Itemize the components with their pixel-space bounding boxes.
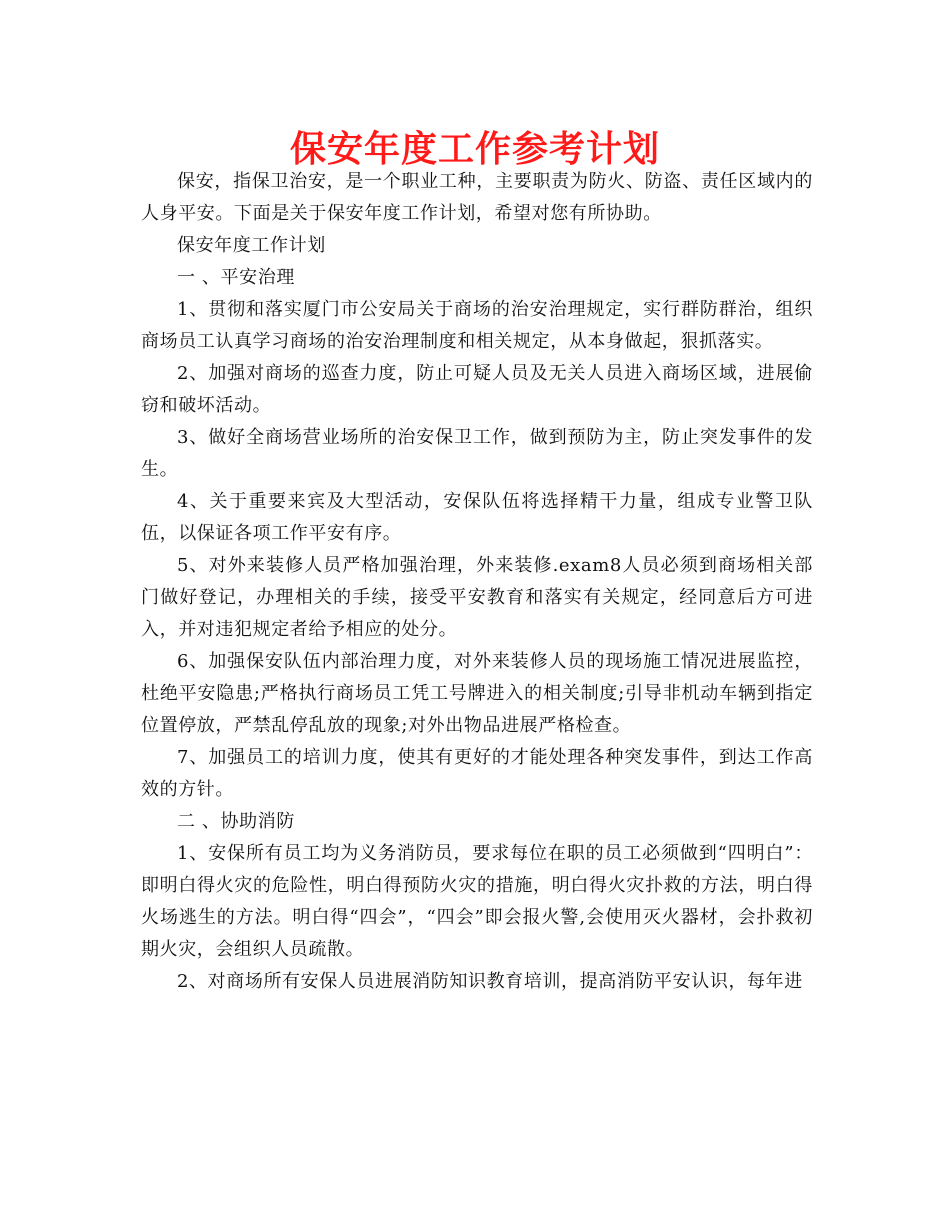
intro-paragraph: 保安，指保卫治安，是一个职业工种，主要职责为防火、防盗、责任区域内的人身平安。下面是关于保安年度工作计划，希望对您有所协助。 (141, 171, 813, 224)
document-body (141, 166, 813, 998)
safety-item-5: 5、对外来装修人员严格加强治理，外来装修.exam8人员必须到商场相关部门做好登记，办理相关的手续，接受平安教育和落实有关规定，经同意后方可进入，并对违犯规定者给予相应的处分。 (141, 555, 813, 640)
document-title: 保安年度工作参考计划 (289, 129, 660, 170)
section-heading-fire: 二 、协助消防 (177, 811, 295, 832)
section-heading-safety: 一 、平安治理 (177, 267, 295, 288)
safety-item-1: 1、贯彻和落实厦门市公安局关于商场的治安治理规定，实行群防群治，组织商场员工认真学习商场的治安治理制度和相关规定，从本身做起，狠抓落实。 (141, 299, 813, 352)
safety-item-2: 2、加强对商场的巡查力度，防止可疑人员及无关人员进入商场区域，进展偷窃和破坏活动。 (141, 363, 813, 416)
fire-item-1: 1、安保所有员工均为义务消防员，要求每位在职的员工必须做到“四明白”：即明白得火灾的危险性，明白得预防火灾的措施，明白得火灾扑救的方法，明白得火场逃生的方法。明白得“四会”，“四会”即会报火警,会使用灭火器材，会扑救初期火灾，会组织人员疏散。 (141, 843, 813, 960)
safety-item-4: 4、关于重要来宾及大型活动，安保队伍将选择精干力量，组成专业警卫队伍，以保证各项工作平安有序。 (141, 491, 813, 544)
section-subtitle: 保安年度工作计划 (177, 235, 326, 256)
safety-item-6: 6、加强保安队伍内部治理力度，对外来装修人员的现场施工情况进展监控，杜绝平安隐患;严格执行商场员工凭工号牌进入的相关制度;引导非机动车辆到指定位置停放，严禁乱停乱放的现象;对外出物品进展严格检查。 (141, 651, 813, 736)
safety-item-3: 3、做好全商场营业场所的治安保卫工作，做到预防为主，防止突发事件的发生。 (141, 427, 813, 480)
fire-item-2: 2、对商场所有安保人员进展消防知识教育培训，提高消防平安认识，每年进 (177, 971, 803, 992)
safety-item-7: 7、加强员工的培训力度，使其有更好的才能处理各种突发事件，到达工作高效的方针。 (141, 747, 813, 800)
